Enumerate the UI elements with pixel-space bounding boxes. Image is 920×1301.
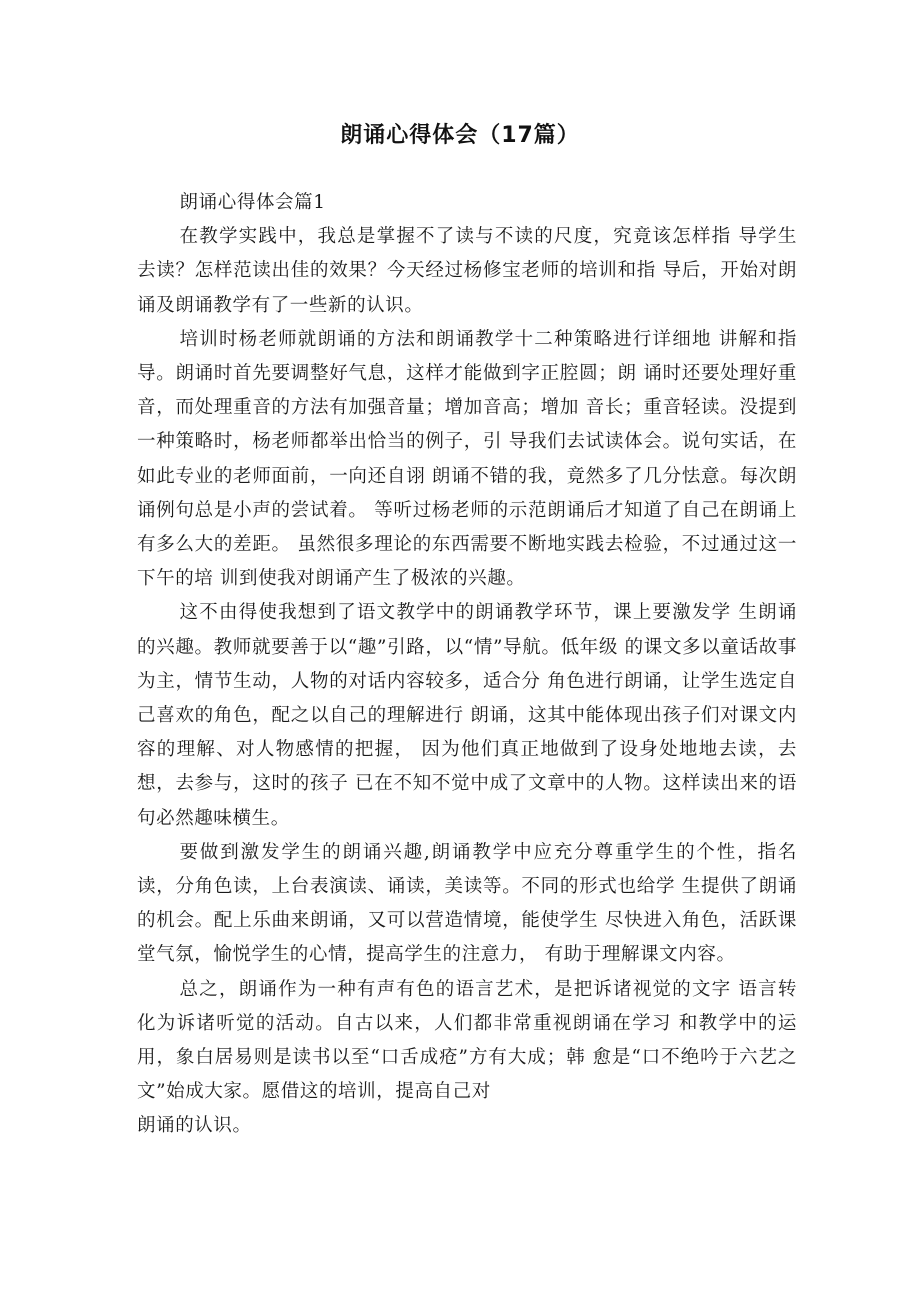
- document-title: 朗诵心得体会（17篇）: [340, 123, 580, 148]
- section-heading: 朗诵心得体会篇1: [179, 192, 326, 213]
- paragraph: 要做到激发学生的朗诵兴趣,朗诵教学中应充分尊重学生的个性，指名读，分角色读，上台表演读、诵读，美读等。不同的形式也给学 生提供了朗诵的机会。配上乐曲来朗诵，又可以营造情境，能使学生 尽快进入角色，活跃课堂气氛，愉悦学生的心情，提高学生的注意力， 有助于理解课文内容。: [137, 841, 797, 966]
- paragraph-tail: 朗诵的认识。: [137, 1115, 252, 1137]
- paragraph: 总之，朗诵作为一种有声有色的语言艺术，是把诉诸视觉的文字 语言转化为诉诸听觉的活动。自古以来，人们都非常重视朗诵在学习 和教学中的运用，象白居易则是读书以至“口舌成疮”方有大成；韩 愈是“口不绝吟于六艺之文”始成大家。愿借这的培训，提高自己对: [137, 978, 797, 1103]
- paragraph: 这不由得使我想到了语文教学中的朗诵教学环节，课上要激发学 生朗诵的兴趣。教师就要善于以“趣”引路，以“情”导航。低年级 的课文多以童话故事为主，情节生动，人物的对话内容较多，适合分 角色进行朗诵，让学生选定自己喜欢的角色，配之以自己的理解进行 朗诵，这其中能体现出孩子们对课文内容的理解、对人物感情的把握， 因为他们真正地做到了设身处地地去读，去想，去参与，这时的孩子 已在不知不觉中成了文章中的人物。这样读出来的语句必然趣味横生。: [137, 602, 797, 829]
- paragraph: 培训时杨老师就朗诵的方法和朗诵教学十二种策略进行详细地 讲解和指导。朗诵时首先要调整好气息，这样才能做到字正腔圆；朗 诵时还要处理好重音，而处理重音的方法有加强音量；增加音高；增加 音长；重音轻读。没提到一种策略时，杨老师都举出恰当的例子，引 导我们去试读体会。说句实话，在如此专业的老师面前，一向还自诩 朗诵不错的我，竟然多了几分怯意。每次朗诵例句总是小声的尝试着。 等听过杨老师的示范朗诵后才知道了自己在朗诵上有多么大的差距。 虽然很多理论的东西需要不断地实践去检验，不过通过这一下午的培 训到使我对朗诵产生了极浓的兴趣。: [137, 328, 797, 590]
- document-body: [137, 186, 797, 1144]
- paragraph: 在教学实践中，我总是掌握不了读与不读的尺度，究竟该怎样指 导学生去读？怎样范读出佳的效果？今天经过杨修宝老师的培训和指 导后，开始对朗诵及朗诵教学有了一些新的认识。: [137, 226, 797, 316]
